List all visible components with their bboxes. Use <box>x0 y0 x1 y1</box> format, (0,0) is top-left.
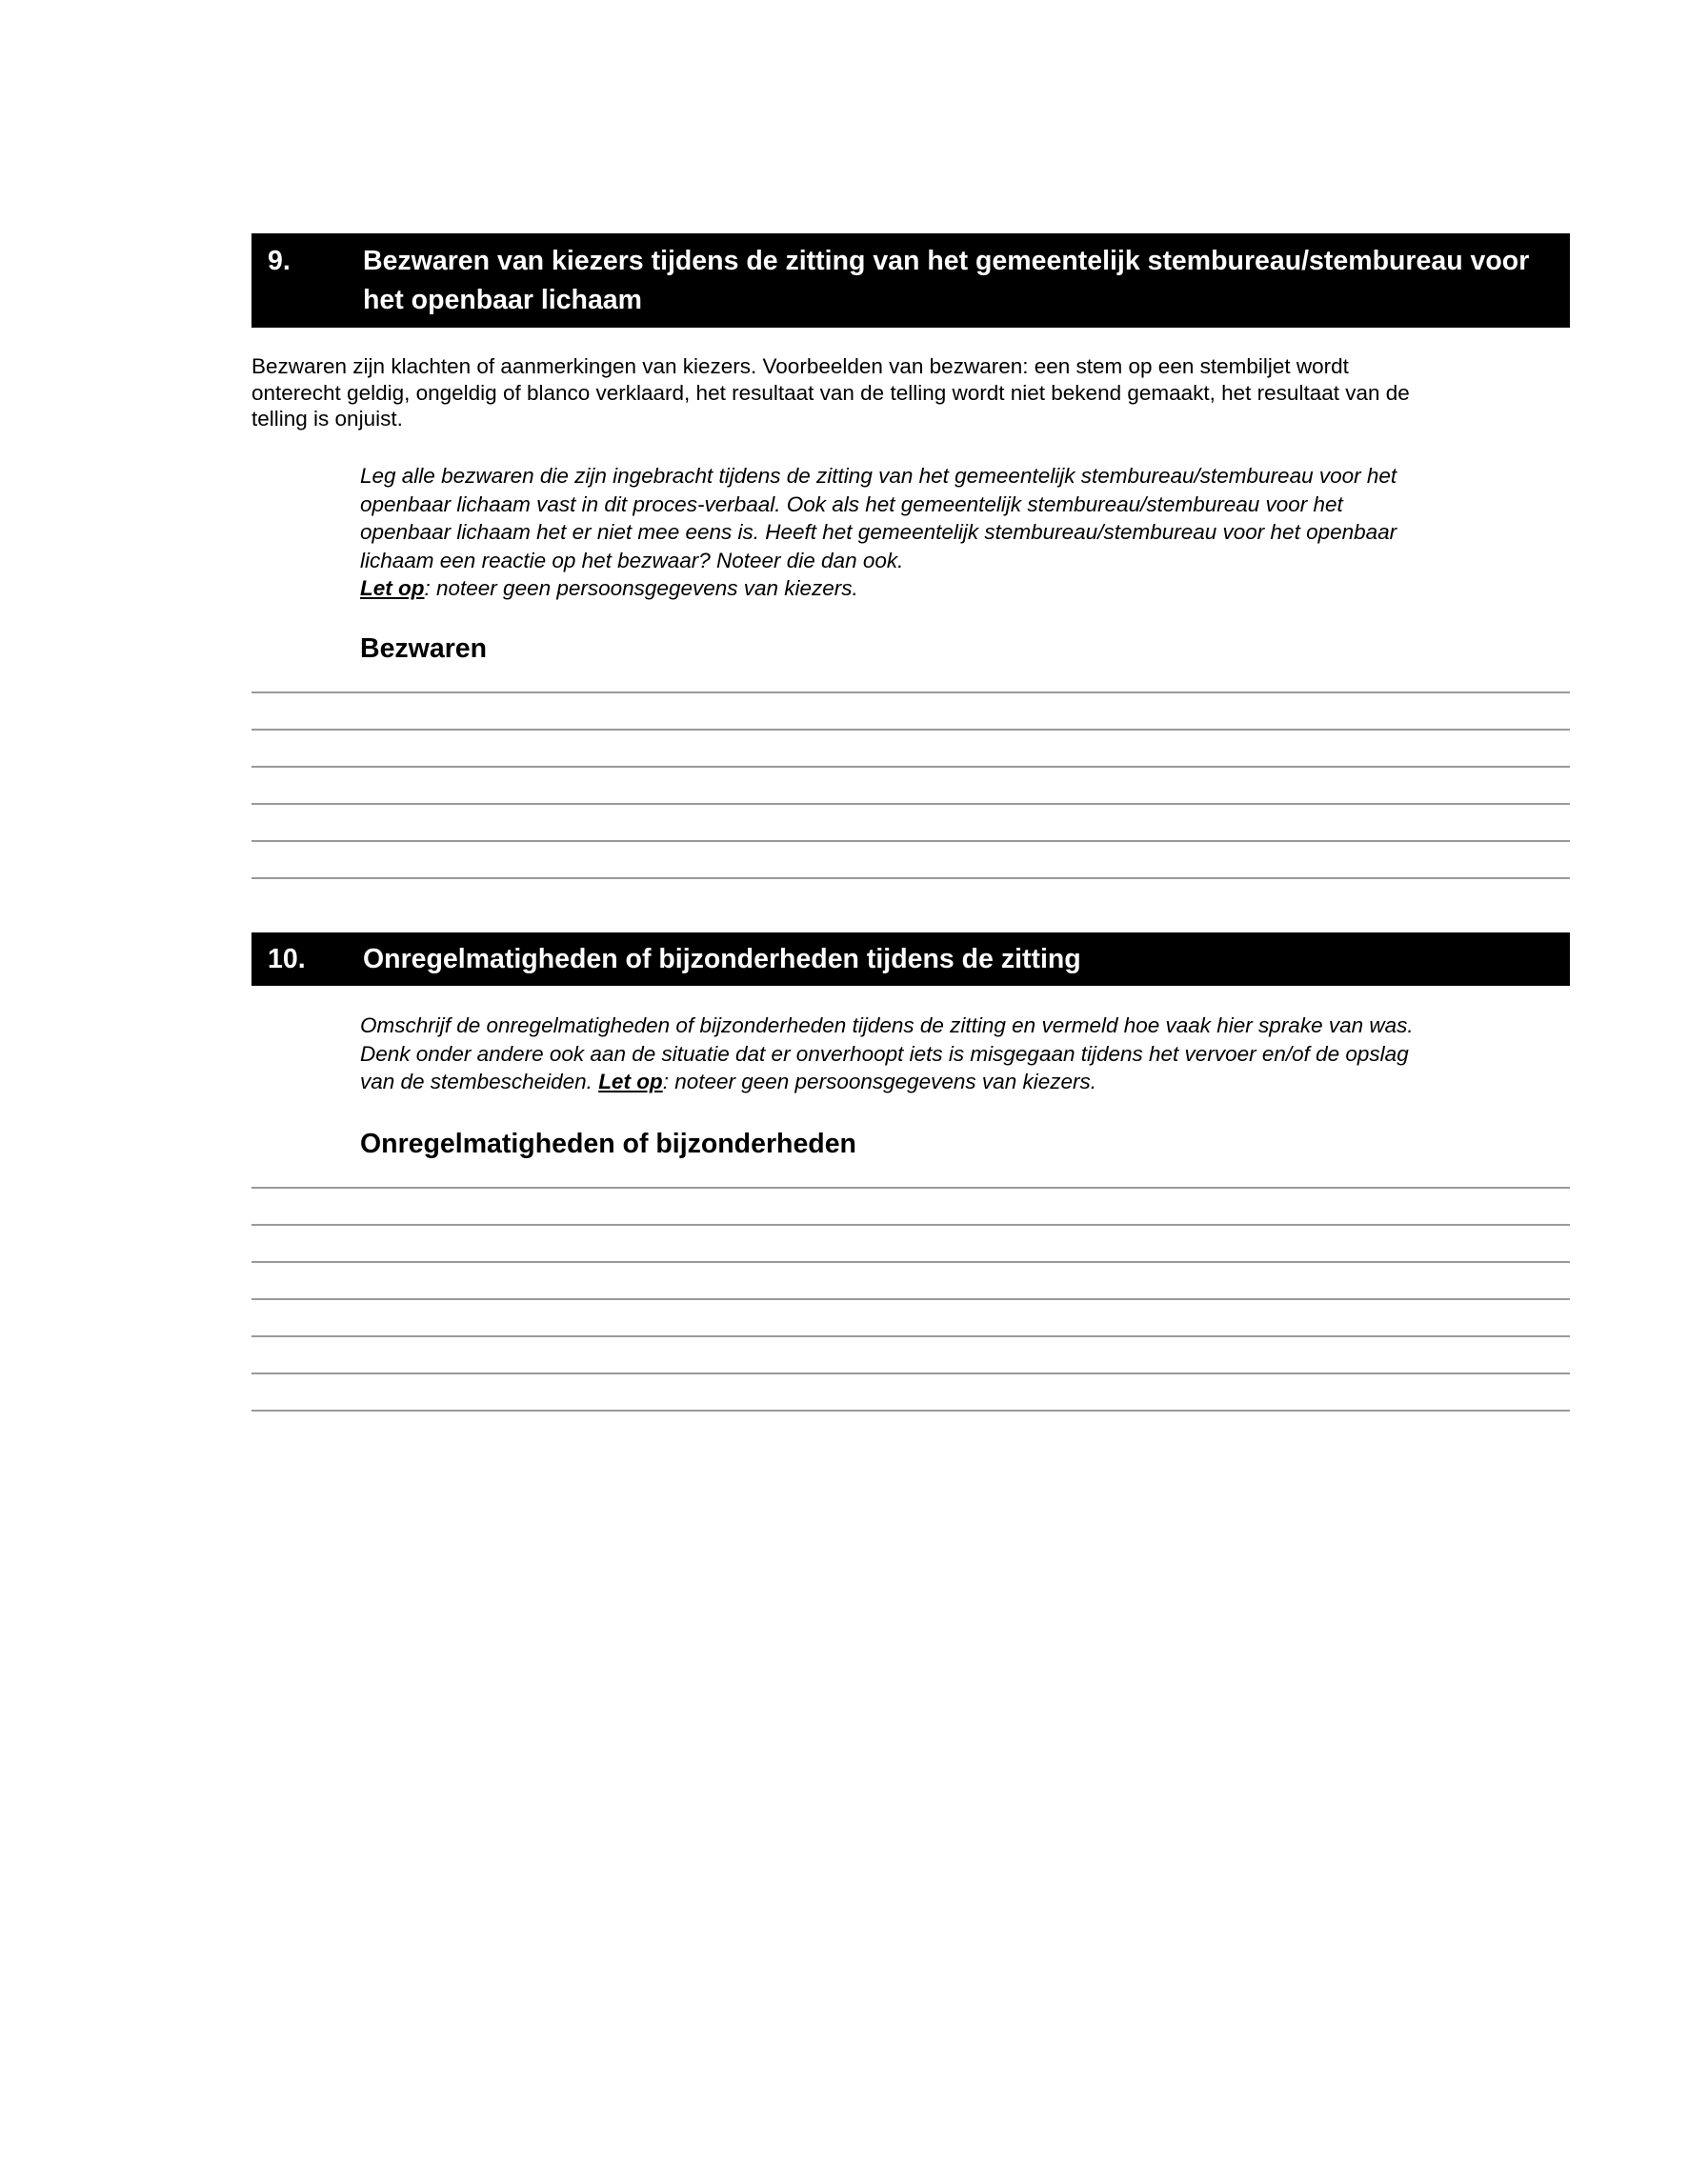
section-10-instruction <box>360 1012 1427 1096</box>
section-10-title: Onregelmatigheden of bijzonderheden tijdens de zitting <box>363 944 1081 974</box>
bezwaren-write-line[interactable] <box>251 729 1570 731</box>
section-9-let-op-label: Let op <box>360 576 425 600</box>
bezwaren-write-line[interactable] <box>251 691 1570 693</box>
section-10-let-op-text: : noteer geen persoonsgegevens van kiezers. <box>662 1070 1096 1093</box>
section-10-number: 10. <box>268 944 306 974</box>
section-10-subheading: Onregelmatigheden of bijzonderheden <box>360 1129 856 1159</box>
bezwaren-write-line[interactable] <box>251 766 1570 768</box>
section-9-let-op-text: : noteer geen persoonsgegevens van kiezers. <box>424 576 858 600</box>
section-9-title: Bezwaren van kiezers tijdens de zitting van het gemeentelijk stembureau/stembureau voor het openbaar lichaam <box>363 246 1530 315</box>
section-9-instruction-text: Leg alle bezwaren die zijn ingebracht tijdens de zitting van het gemeentelijk stembureau/stembureau voor het openbaar lichaam vast in dit proces-verbaal. Ook als het gemeentelijk stembureau/stembureau voor het openbaar lichaam het er niet mee eens is. Heeft het gemeentelijk stembureau/stembureau voor het openbaar lichaam een reactie op het bezwaar? Noteer die dan ook. <box>360 464 1397 572</box>
section-9-number: 9. <box>268 246 291 276</box>
bezwaren-write-line[interactable] <box>251 877 1570 879</box>
bezwaren-write-line[interactable] <box>251 840 1570 842</box>
onregelmatigheden-write-line[interactable] <box>251 1410 1570 1412</box>
onregelmatigheden-write-line[interactable] <box>251 1335 1570 1337</box>
onregelmatigheden-write-line[interactable] <box>251 1224 1570 1226</box>
bezwaren-write-line[interactable] <box>251 803 1570 805</box>
onregelmatigheden-write-line[interactable] <box>251 1261 1570 1263</box>
section-9-intro: Bezwaren zijn klachten of aanmerkingen van kiezers. Voorbeelden van bezwaren: een stem op een stembiljet wordt onterecht geldig, ongeldig of blanco verklaard, het resultaat van de telling wordt niet bekend gemaakt, het resultaat van de telling is onjuist. <box>251 354 1410 431</box>
section-10-instruction-text: Omschrijf de onregelmatigheden of bijzonderheden tijdens de zitting en vermeld hoe vaak hier sprake van was. Denk onder andere ook aan de situatie dat er onverhoopt iets is misgegaan tijdens het vervoer en/of de opslag van de stembescheiden. <box>360 1013 1414 1093</box>
section-9-subheading: Bezwaren <box>360 633 488 664</box>
section-10-let-op-label: Let op <box>598 1070 663 1093</box>
onregelmatigheden-write-line[interactable] <box>251 1298 1570 1300</box>
onregelmatigheden-write-line[interactable] <box>251 1373 1570 1374</box>
section-9-header <box>251 233 1570 328</box>
onregelmatigheden-write-line[interactable] <box>251 1187 1570 1189</box>
section-10-header <box>251 932 1570 986</box>
section-9-instruction <box>360 462 1427 603</box>
